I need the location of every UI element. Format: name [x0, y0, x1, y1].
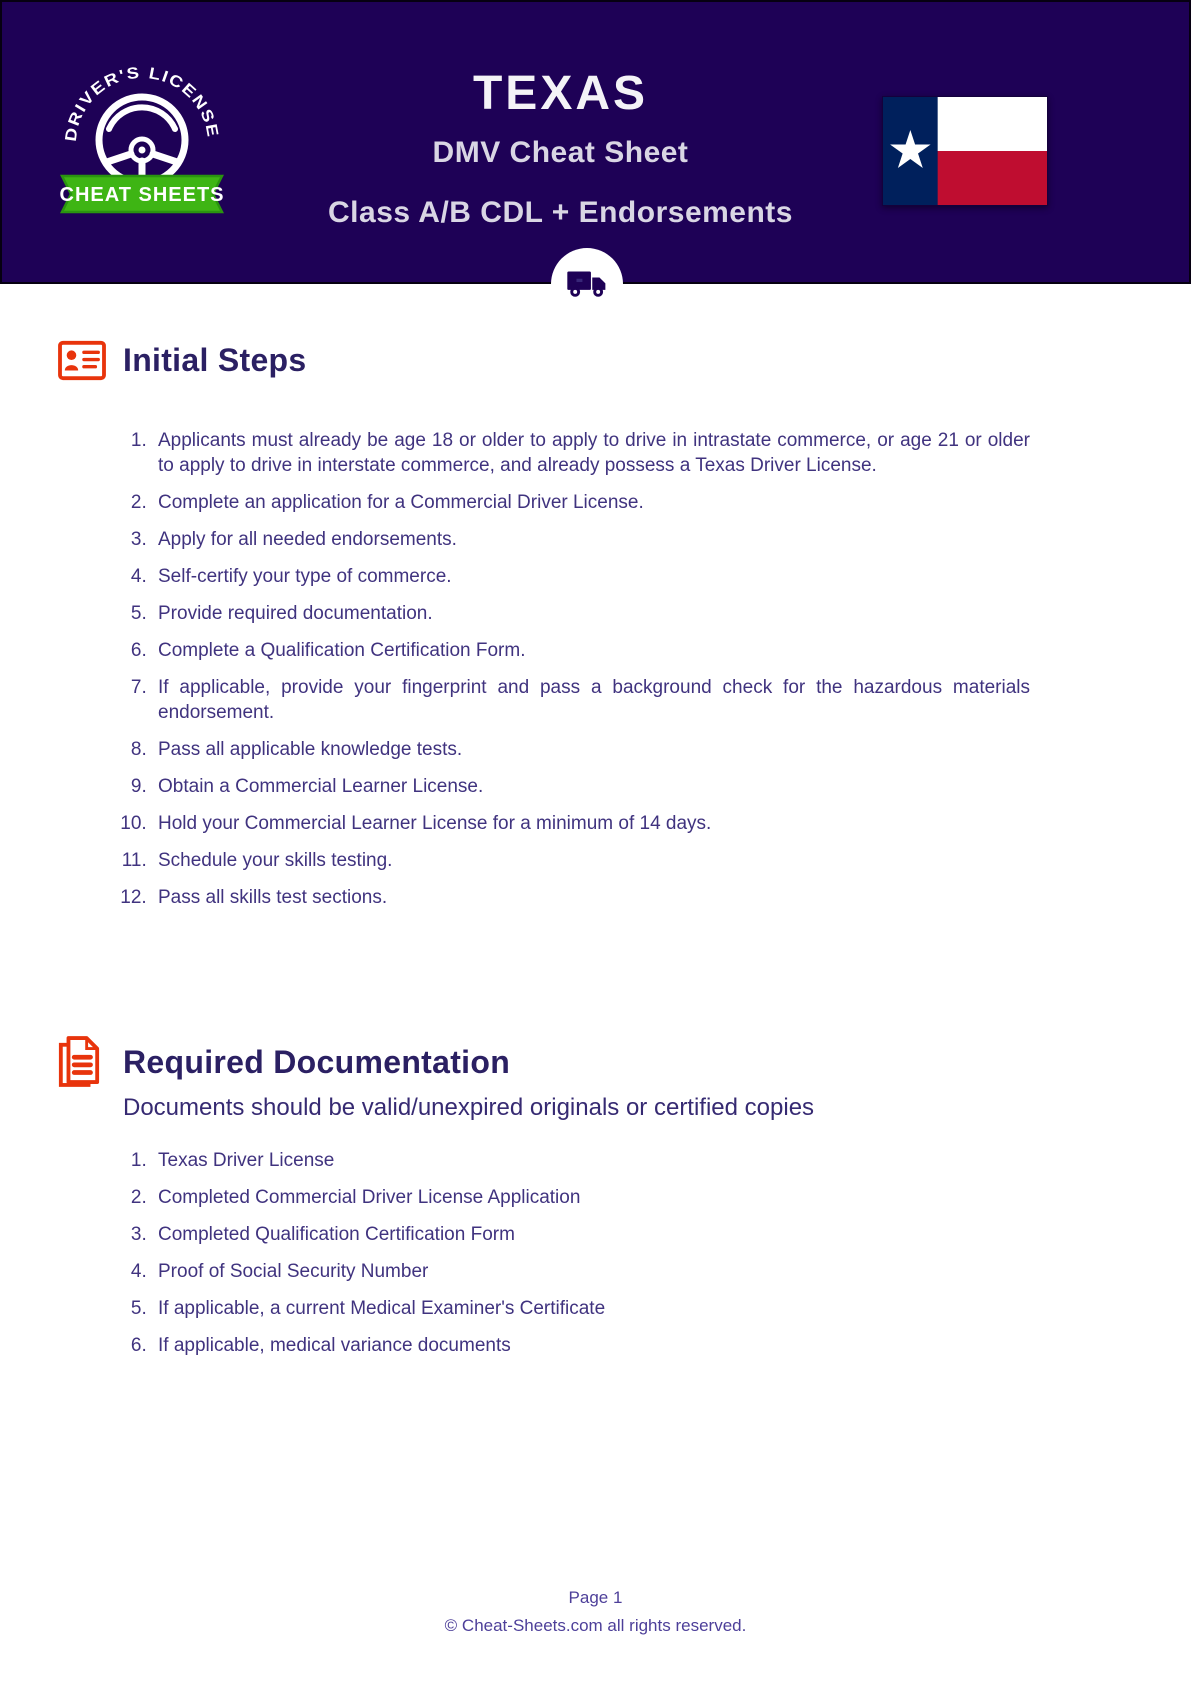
logo-arc-text: DRIVER'S LICENSE [62, 64, 221, 143]
page-content [0, 286, 1191, 1370]
required-documentation-subtitle: Documents should be valid/unexpired originals or certified copies [123, 1094, 815, 1121]
id-card-icon [57, 336, 107, 384]
list-item: 8. Pass all applicable knowledge tests. [152, 737, 1030, 762]
list-item: 4. Self-certify your type of commerce. [152, 564, 1030, 589]
truck-icon [566, 269, 608, 299]
list-item: 6. If applicable, medical variance documents [152, 1333, 1030, 1358]
list-item: 11. Schedule your skills testing. [152, 848, 1030, 873]
section-required-documentation [0, 1038, 1191, 1358]
initial-steps-list [118, 428, 1030, 910]
list-item: 3. Apply for all needed endorsements. [152, 527, 1030, 552]
required-documentation-list [118, 1148, 1030, 1358]
list-item: 4. Proof of Social Security Number [152, 1259, 1030, 1284]
list-item: 10. Hold your Commercial Learner License for a minimum of 14 days. [152, 811, 1030, 836]
truck-badge [551, 248, 623, 320]
header-titles [232, 2, 889, 282]
list-item: 2. Complete an application for a Commercial Driver License. [152, 490, 1030, 515]
list-item: 12. Pass all skills test sections. [152, 885, 1030, 910]
logo-ribbon-text: CHEAT SHEETS [60, 184, 224, 206]
drivers-license-cheat-sheets-logo [60, 38, 224, 216]
initial-steps-title: Initial Steps [123, 341, 307, 378]
header-banner [0, 0, 1191, 284]
list-item: 1. Texas Driver License [152, 1148, 1030, 1173]
required-documentation-title: Required Documentation [123, 1043, 511, 1080]
list-item: 6. Complete a Qualification Certification Form. [152, 638, 1030, 663]
list-item: 5. Provide required documentation. [152, 601, 1030, 626]
cheat-sheets-ribbon [60, 176, 224, 212]
list-item: 1. Applicants must already be age 18 or older to apply to drive in intrastate commerce, or age 21 or older to apply to drive in interstate commerce, and already possess a Texas Driver License. [152, 428, 1030, 478]
list-item: 7. If applicable, provide your fingerprint and pass a background check for the hazardous materials endorsement. [152, 675, 1030, 725]
class-subtitle: Class A/B CDL + Endorsements [328, 196, 793, 229]
required-documentation-header [57, 1038, 1191, 1086]
initial-steps-header [57, 336, 1191, 384]
section-initial-steps [0, 336, 1191, 910]
state-title: TEXAS [472, 67, 649, 120]
page-footer [0, 1584, 1191, 1640]
page-number: Page 1 [568, 1588, 623, 1607]
list-item: 3. Completed Qualification Certification Form [152, 1222, 1030, 1247]
sheet-subtitle: DMV Cheat Sheet [432, 136, 689, 169]
copyright-text: © Cheat-Sheets.com all rights reserved. [444, 1616, 747, 1635]
documents-icon [57, 1038, 107, 1086]
texas-flag [882, 96, 1048, 206]
steering-wheel-icon [99, 97, 185, 183]
list-item: 2. Completed Commercial Driver License Application [152, 1185, 1030, 1210]
list-item: 9. Obtain a Commercial Learner License. [152, 774, 1030, 799]
list-item: 5. If applicable, a current Medical Examiner's Certificate [152, 1296, 1030, 1321]
